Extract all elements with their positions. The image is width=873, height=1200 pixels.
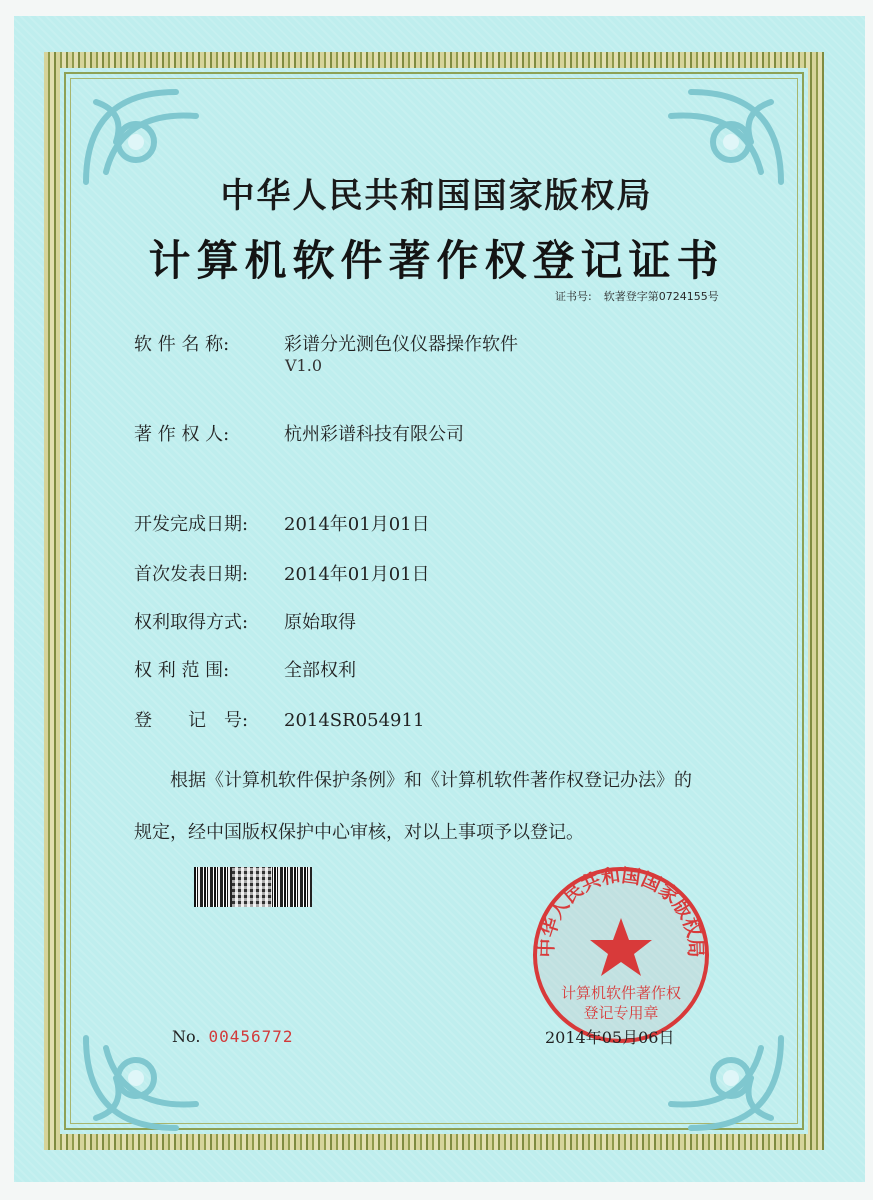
certificate-number-value: 软著登字第0724155号: [603, 290, 719, 303]
seal-outer-text: 中华人民共和国国家版权局: [535, 864, 707, 958]
field-label: 著 作 权 人:: [134, 424, 230, 445]
field-label: 登 记 号:: [134, 710, 249, 731]
serial-number: [172, 1027, 294, 1046]
field-label: 软 件 名 称:: [134, 334, 230, 355]
field-development-date: [134, 510, 430, 536]
field-registration-number: [134, 706, 424, 732]
software-version: V1.0: [285, 356, 322, 375]
seal-inner-line2: 登记专用章: [583, 1004, 659, 1022]
field-label: 开发完成日期:: [134, 514, 249, 535]
issuer-title: 中华人民共和国国家版权局: [220, 176, 653, 216]
field-value: 原始取得: [284, 612, 356, 633]
field-label: 首次发表日期:: [134, 564, 249, 585]
official-seal: [526, 860, 716, 1050]
field-copyright-owner: [134, 420, 464, 446]
field-acquisition-method: [134, 608, 356, 634]
legal-text-line1: 根据《计算机软件保护条例》和《计算机软件著作权登记办法》的: [170, 770, 692, 791]
field-value: 全部权利: [284, 660, 356, 681]
certificate-number-label: 证书号:: [555, 290, 592, 303]
qr-code: [232, 867, 272, 907]
legal-text-line2: 规定，经中国版权保护中心审核，对以上事项予以登记。: [134, 822, 584, 843]
field-value: 杭州彩谱科技有限公司: [284, 424, 464, 445]
issue-date: 2014年05月06日: [545, 1028, 675, 1047]
seal-inner-line1: 计算机软件著作权: [560, 984, 682, 1002]
field-value: 2014年01月01日: [284, 564, 430, 585]
field-label: 权 利 范 围:: [134, 660, 230, 681]
field-rights-scope: [134, 656, 356, 682]
serial-prefix: No.: [172, 1027, 201, 1046]
field-publish-date: [134, 560, 430, 586]
field-value: 彩谱分光测色仪仪器操作软件: [284, 334, 518, 355]
field-software-name: [134, 330, 518, 356]
field-value: 2014年01月01日: [284, 514, 430, 535]
certificate-number: [555, 288, 731, 304]
certificate-title: 计算机软件著作权登记证书: [148, 236, 725, 285]
serial-value: 00456772: [208, 1027, 294, 1046]
field-value: 2014SR054911: [284, 710, 425, 731]
field-label: 权利取得方式:: [134, 612, 249, 633]
